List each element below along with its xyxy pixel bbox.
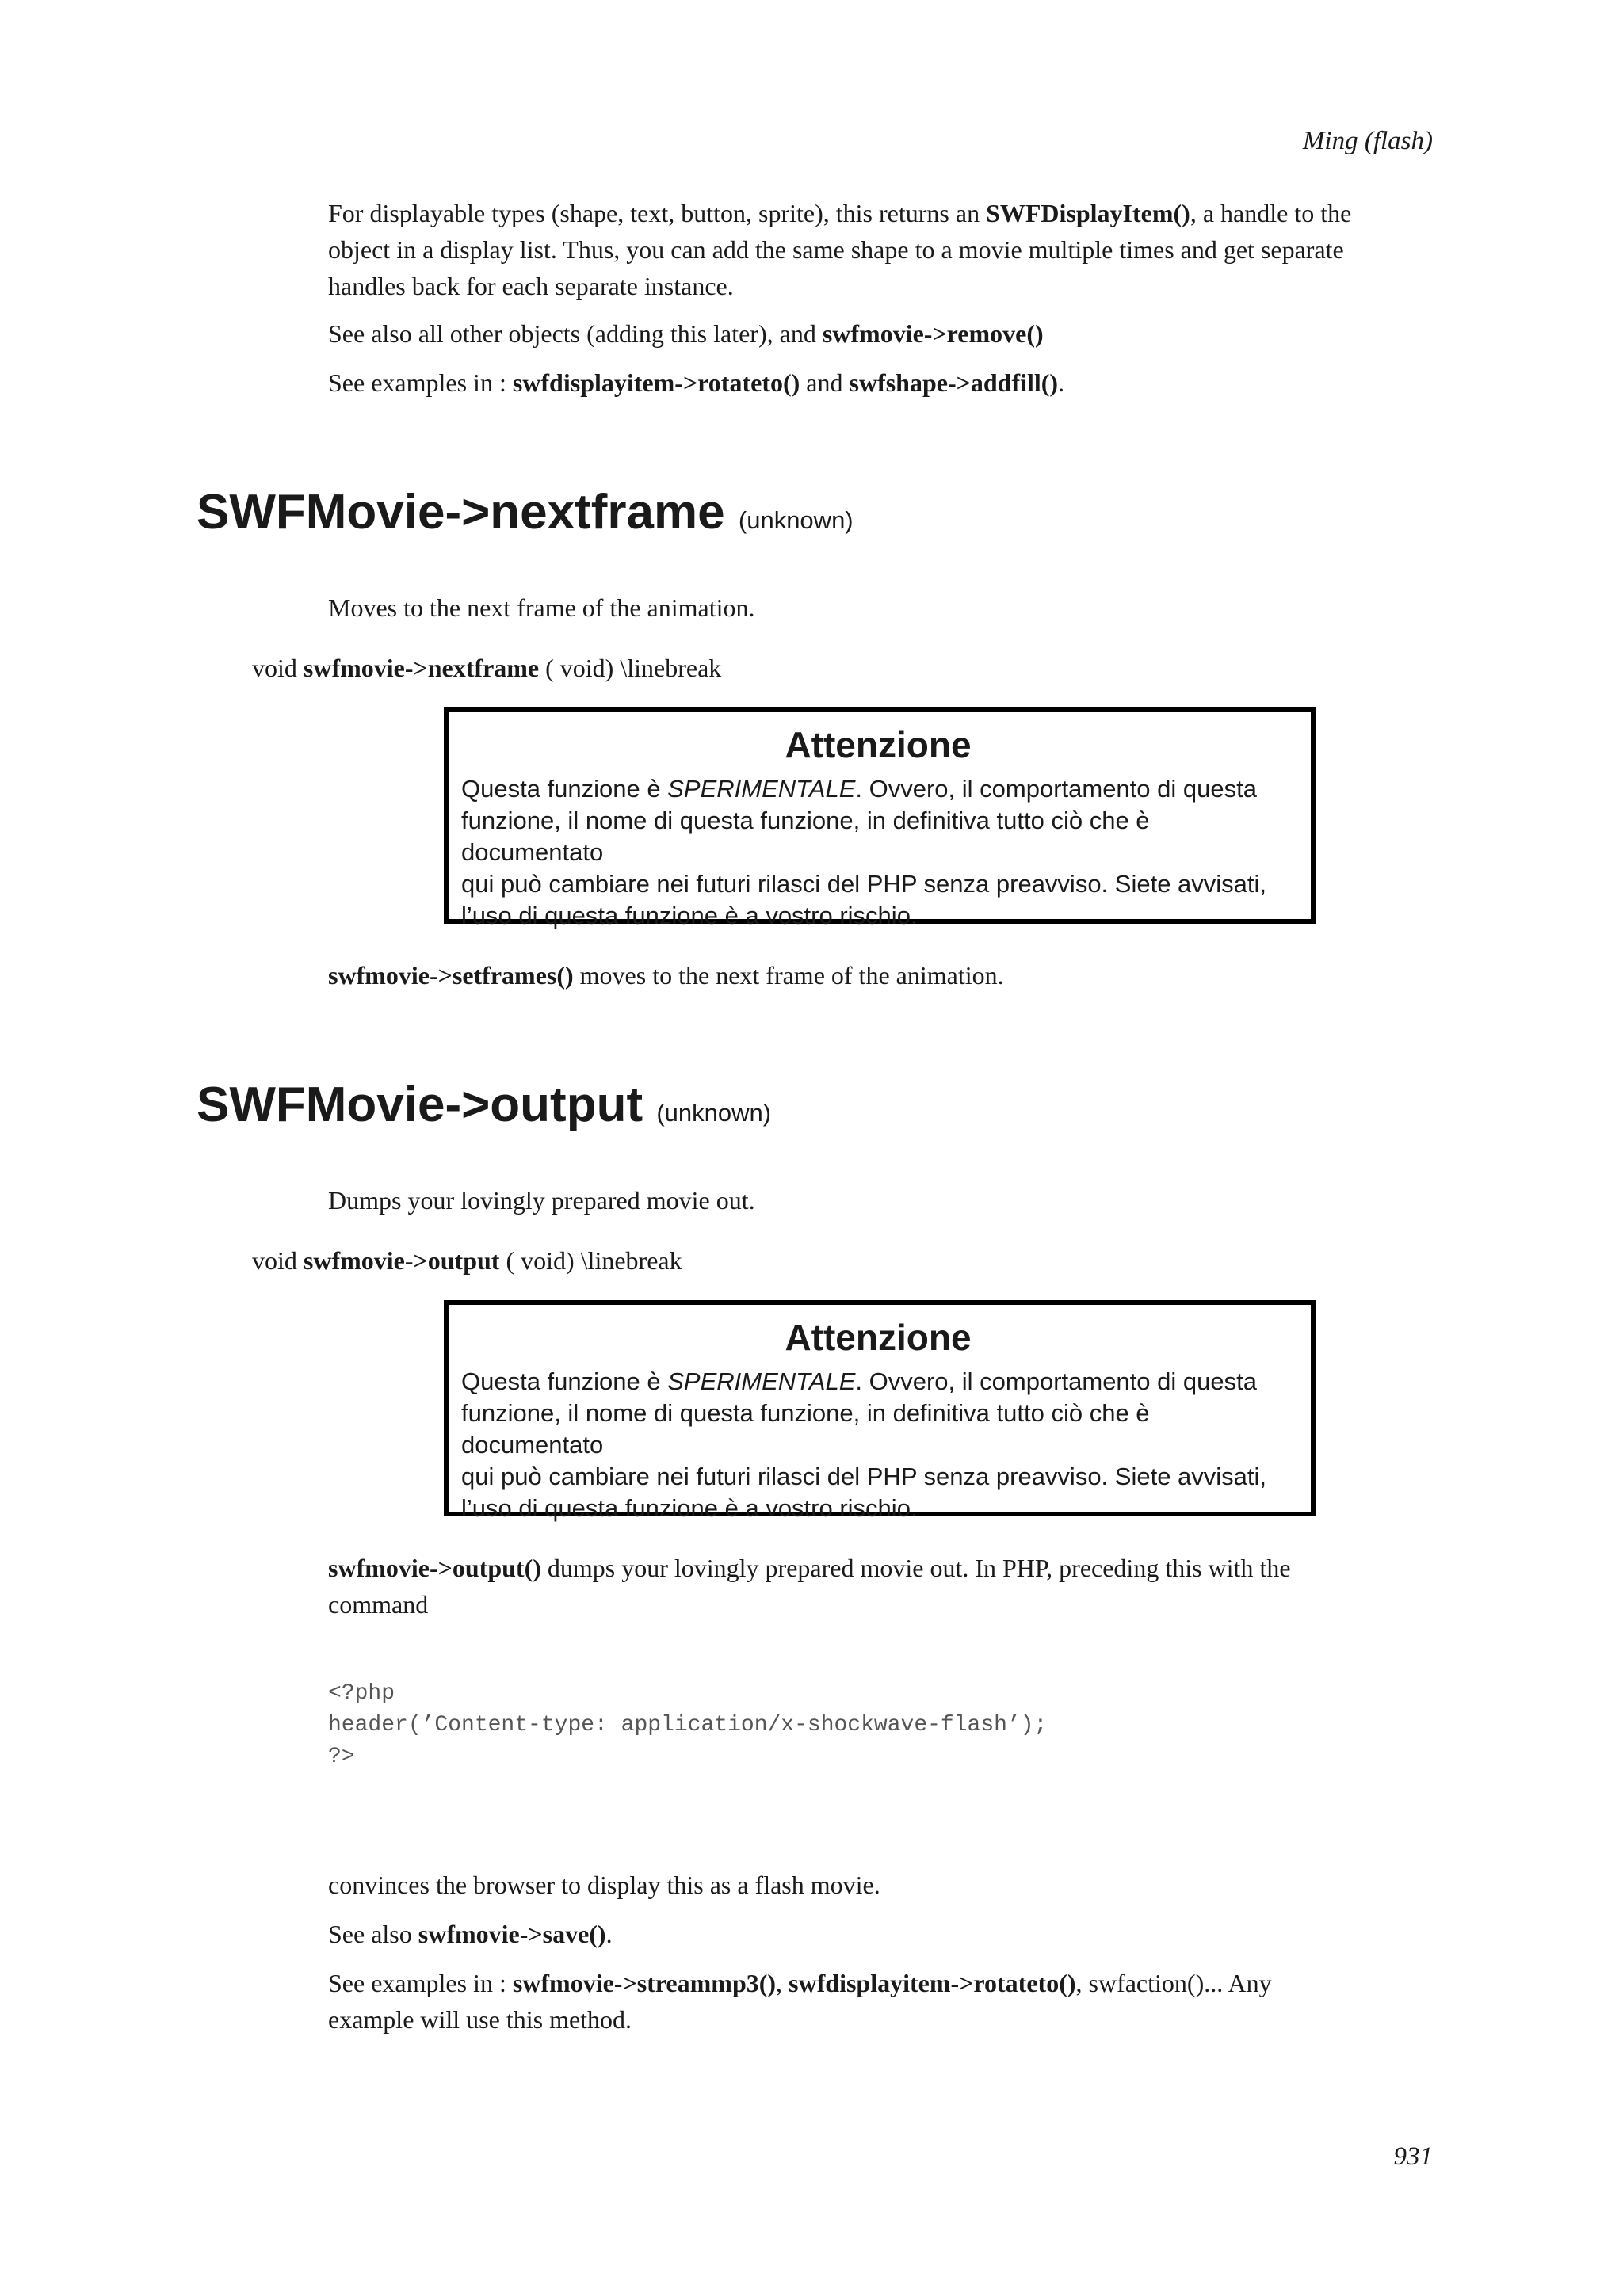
text: See examples in : [328,1969,513,1997]
text: ( void) \linebreak [499,1246,682,1275]
text: Questa funzione è [461,1367,668,1395]
emphasis: SPERIMENTALE [667,1367,856,1395]
text: moves to the next frame of the animation. [573,961,1004,990]
text: . Ovvero, il comportamento di questa [855,774,1257,803]
emphasis: SPERIMENTALE [667,774,856,803]
warning-title: Attenzione [785,1317,972,1358]
code-line: header(’Content-type: application/x-shockwave-flash’); [328,1713,1048,1737]
text: qui può cambiare nei futuri rilasci del PHP senza preavviso. Siete avvisati, [461,869,1267,898]
output-convinces-text: convinces the browser to display this as a flash movie. [328,1871,880,1899]
text: funzione, il nome di questa funzione, in definitiva tutto ciò che è documentato [461,806,1150,866]
output-see-also [328,1916,1438,1952]
text: See also all other objects (adding this later), and [328,319,823,348]
function-name: swfmovie->output() [328,1554,541,1582]
function-name: SWFDisplayItem() [986,199,1190,227]
warning-box-nextframe [444,707,1316,929]
text: void [252,1246,304,1275]
text: l’uso di questa funzione è a vostro rischio. [461,1493,918,1522]
version-label: (unknown) [738,506,854,534]
title-text: SWFMovie->output [197,1077,643,1132]
text: l’uso di questa funzione è a vostro rischio. [461,901,918,929]
text: qui può cambiare nei futuri rilasci del PHP senza preavviso. Siete avvisati, [461,1462,1267,1490]
text: For displayable types (shape, text, button, sprite), this returns an [328,199,987,227]
warning-text [461,1366,1295,1524]
function-link: swfmovie->remove() [822,319,1044,348]
function-name: swfmovie->output [303,1246,500,1275]
text: , swfaction()... Any [1075,1969,1272,1997]
nextframe-synopsis [252,650,721,686]
function-link: swfmovie->save() [418,1920,606,1948]
output-synopsis [252,1242,682,1279]
text: Questa funzione è [461,774,668,803]
text: See examples in : [328,368,513,397]
intro-paragraph-2 [328,315,1438,352]
text: and [800,368,850,397]
function-name: swfmovie->nextframe [303,654,540,682]
text: command [328,1590,429,1619]
text: handles back for each separate instance. [328,272,734,300]
version-label: (unknown) [656,1099,772,1127]
output-after-text [328,1550,1438,1623]
code-line: ?> [328,1745,355,1769]
text: , a handle to the [1190,199,1352,227]
nextframe-description: Moves to the next frame of the animation. [328,593,755,622]
running-head: Ming (flash) [1302,127,1433,155]
text: . [1058,368,1065,397]
function-link: swfdisplayitem->rotateto() [789,1969,1076,1997]
text: See also [328,1920,418,1948]
code-block [328,1678,1047,1773]
warning-title: Attenzione [785,724,972,765]
section-title-nextframe [197,485,854,540]
function-link: swfmovie->streammp3() [512,1969,777,1997]
text: ( void) \linebreak [539,654,722,682]
output-description: Dumps your lovingly prepared movie out. [328,1186,755,1215]
intro-paragraph-3 [328,364,1438,401]
page-number: 931 [1393,2142,1433,2171]
text: , [776,1969,789,1997]
output-examples [328,1965,1438,2038]
text: void [252,654,304,682]
text: dumps your lovingly prepared movie out. In PHP, preceding this with the [540,1554,1291,1582]
title-text: SWFMovie->nextframe [197,485,725,540]
text: object in a display list. Thus, you can add the same shape to a movie multiple times and get separate [328,235,1344,264]
code-line: <?php [328,1681,395,1706]
intro-paragraph-1 [328,195,1438,304]
text: . [605,1920,613,1948]
text: example will use this method. [328,2005,632,2034]
warning-text [461,773,1295,932]
section-title-output [197,1077,772,1132]
warning-box-output [444,1300,1316,1522]
text: funzione, il nome di questa funzione, in definitiva tutto ciò che è documentato [461,1398,1150,1459]
nextframe-after-text [328,957,1438,994]
function-link: swfdisplayitem->rotateto() [512,368,800,397]
function-name: swfmovie->setframes() [328,961,574,990]
text: . Ovvero, il comportamento di questa [855,1367,1257,1395]
function-link: swfshape->addfill() [849,368,1059,397]
